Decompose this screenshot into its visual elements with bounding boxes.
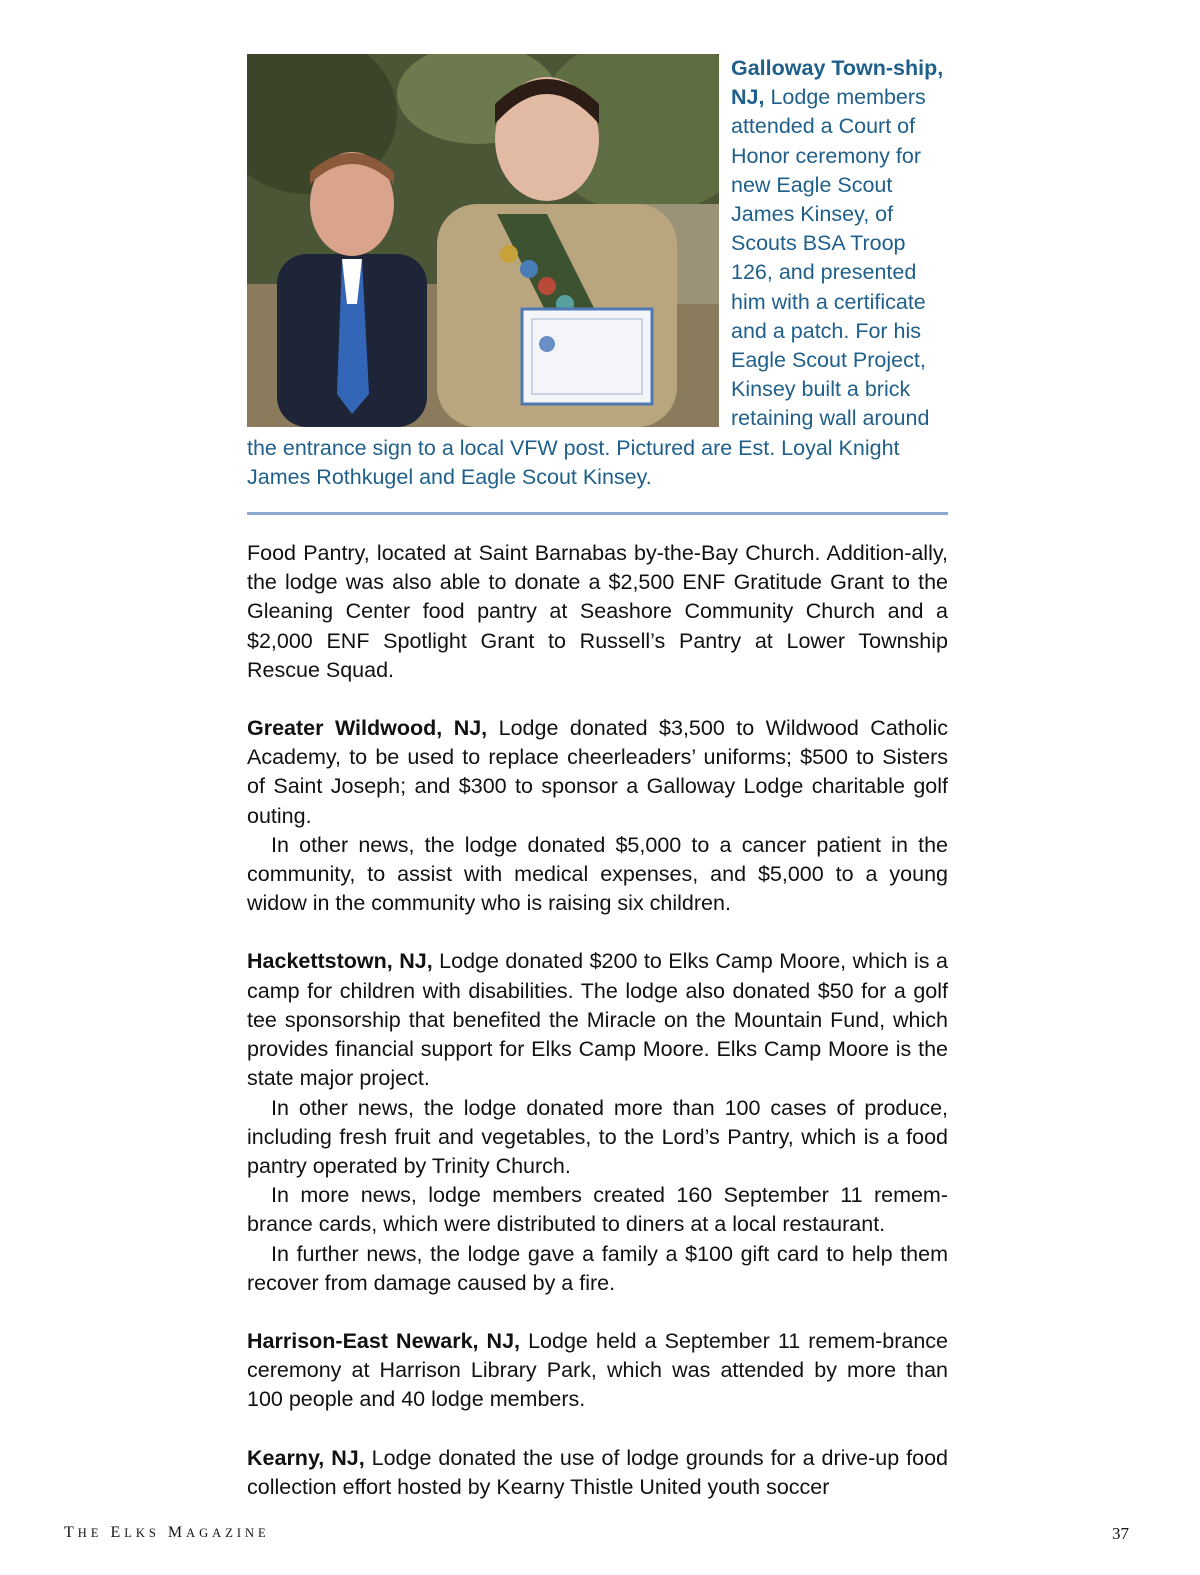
eagle-scout-photo — [247, 54, 719, 427]
lodge-name: Harrison-East Newark, NJ, — [247, 1328, 521, 1353]
paragraph-hackettstown-more-news: In more news, lodge members created 160 September 11 remem-brance cards, which were distributed to diners at a local restaurant. — [247, 1183, 948, 1237]
paragraph-food-pantry: Food Pantry, located at Saint Barnabas by-the-Bay Church. Addition-ally, the lodge was also able to donate a $2,500 ENF Gratitude Grant to the Gleaning Center food pantry at Seashore Community Church and a $2,000 ENF Spotlight Grant to Russell’s Pantry at Lower Township Rescue Squad. — [247, 541, 948, 682]
paragraph-text: Lodge donated $3,500 to Wildwood Catholic Academy, to be used to replace cheerleaders’ uniforms; $500 to Sisters of Saint Joseph; and $300 to sponsor a Galloway Lodge charitable golf outing. — [247, 716, 948, 828]
caption-text: Lodge members attended a Court of Honor ceremony for new Eagle Scout James Kinsey, of Scouts BSA Troop 126, and presented him with a certificate and a patch. For his Eagle Scout Project, Kinsey built a brick retaining wall around the entrance sign to a local VFW post. Pictured are Est. Loyal Knight James Rothkugel and Eagle Scout Kinsey. — [247, 85, 930, 489]
footer-publication-name — [64, 1524, 270, 1542]
page-number: 37 — [1112, 1524, 1129, 1543]
lodge-name: Hackettstown, NJ, — [247, 949, 433, 974]
lodge-name: Kearny, NJ, — [247, 1445, 365, 1470]
paragraph-hackettstown-further-news: In further news, the lodge gave a family a $100 gift card to help them recover from damage caused by a fire. — [247, 1241, 948, 1295]
article-column — [247, 54, 948, 1502]
article-body — [247, 539, 948, 1502]
photo-illustration — [247, 54, 719, 427]
paragraph-hackettstown — [247, 947, 948, 1093]
photo-caption-block — [247, 54, 948, 492]
paragraph-harrison-east-newark — [247, 1327, 948, 1415]
paragraph-greater-wildwood — [247, 714, 948, 831]
paragraph-kearny — [247, 1444, 948, 1502]
section-divider — [247, 512, 948, 515]
paragraph-wildwood-other-news: In other news, the lodge donated $5,000 to a cancer patient in the community, to assist with medical expenses, and $5,000 to a young widow in the community who is raising six children. — [247, 832, 948, 916]
paragraph-text: Lodge donated $200 to Elks Camp Moore, which is a camp for children with disabilities. The lodge also donated $50 for a golf tee sponsorship that benefited the Miracle on the Mountain Fund, which provides financial support for Elks Camp Moore. Elks Camp Moore is the state major project. — [247, 949, 948, 1091]
publication-name: THE ELKS MAGAZINE — [64, 1524, 270, 1541]
lodge-name: Greater Wildwood, NJ, — [247, 716, 488, 741]
paragraph-hackettstown-other-news: In other news, the lodge donated more than 100 cases of produce, including fresh fruit and vegetables, to the Lord’s Pantry, which is a food pantry operated by Trinity Church. — [247, 1095, 948, 1178]
caption-location: Galloway Town-ship, NJ, — [731, 56, 944, 110]
paragraph-text: Lodge donated the use of lodge grounds for a drive-up food collection effort hosted by Kearny Thistle United youth soccer — [247, 1445, 948, 1499]
paragraph-text: Lodge held a September 11 remem-brance ceremony at Harrison Library Park, which was attended by more than 100 people and 40 lodge members. — [247, 1328, 948, 1412]
